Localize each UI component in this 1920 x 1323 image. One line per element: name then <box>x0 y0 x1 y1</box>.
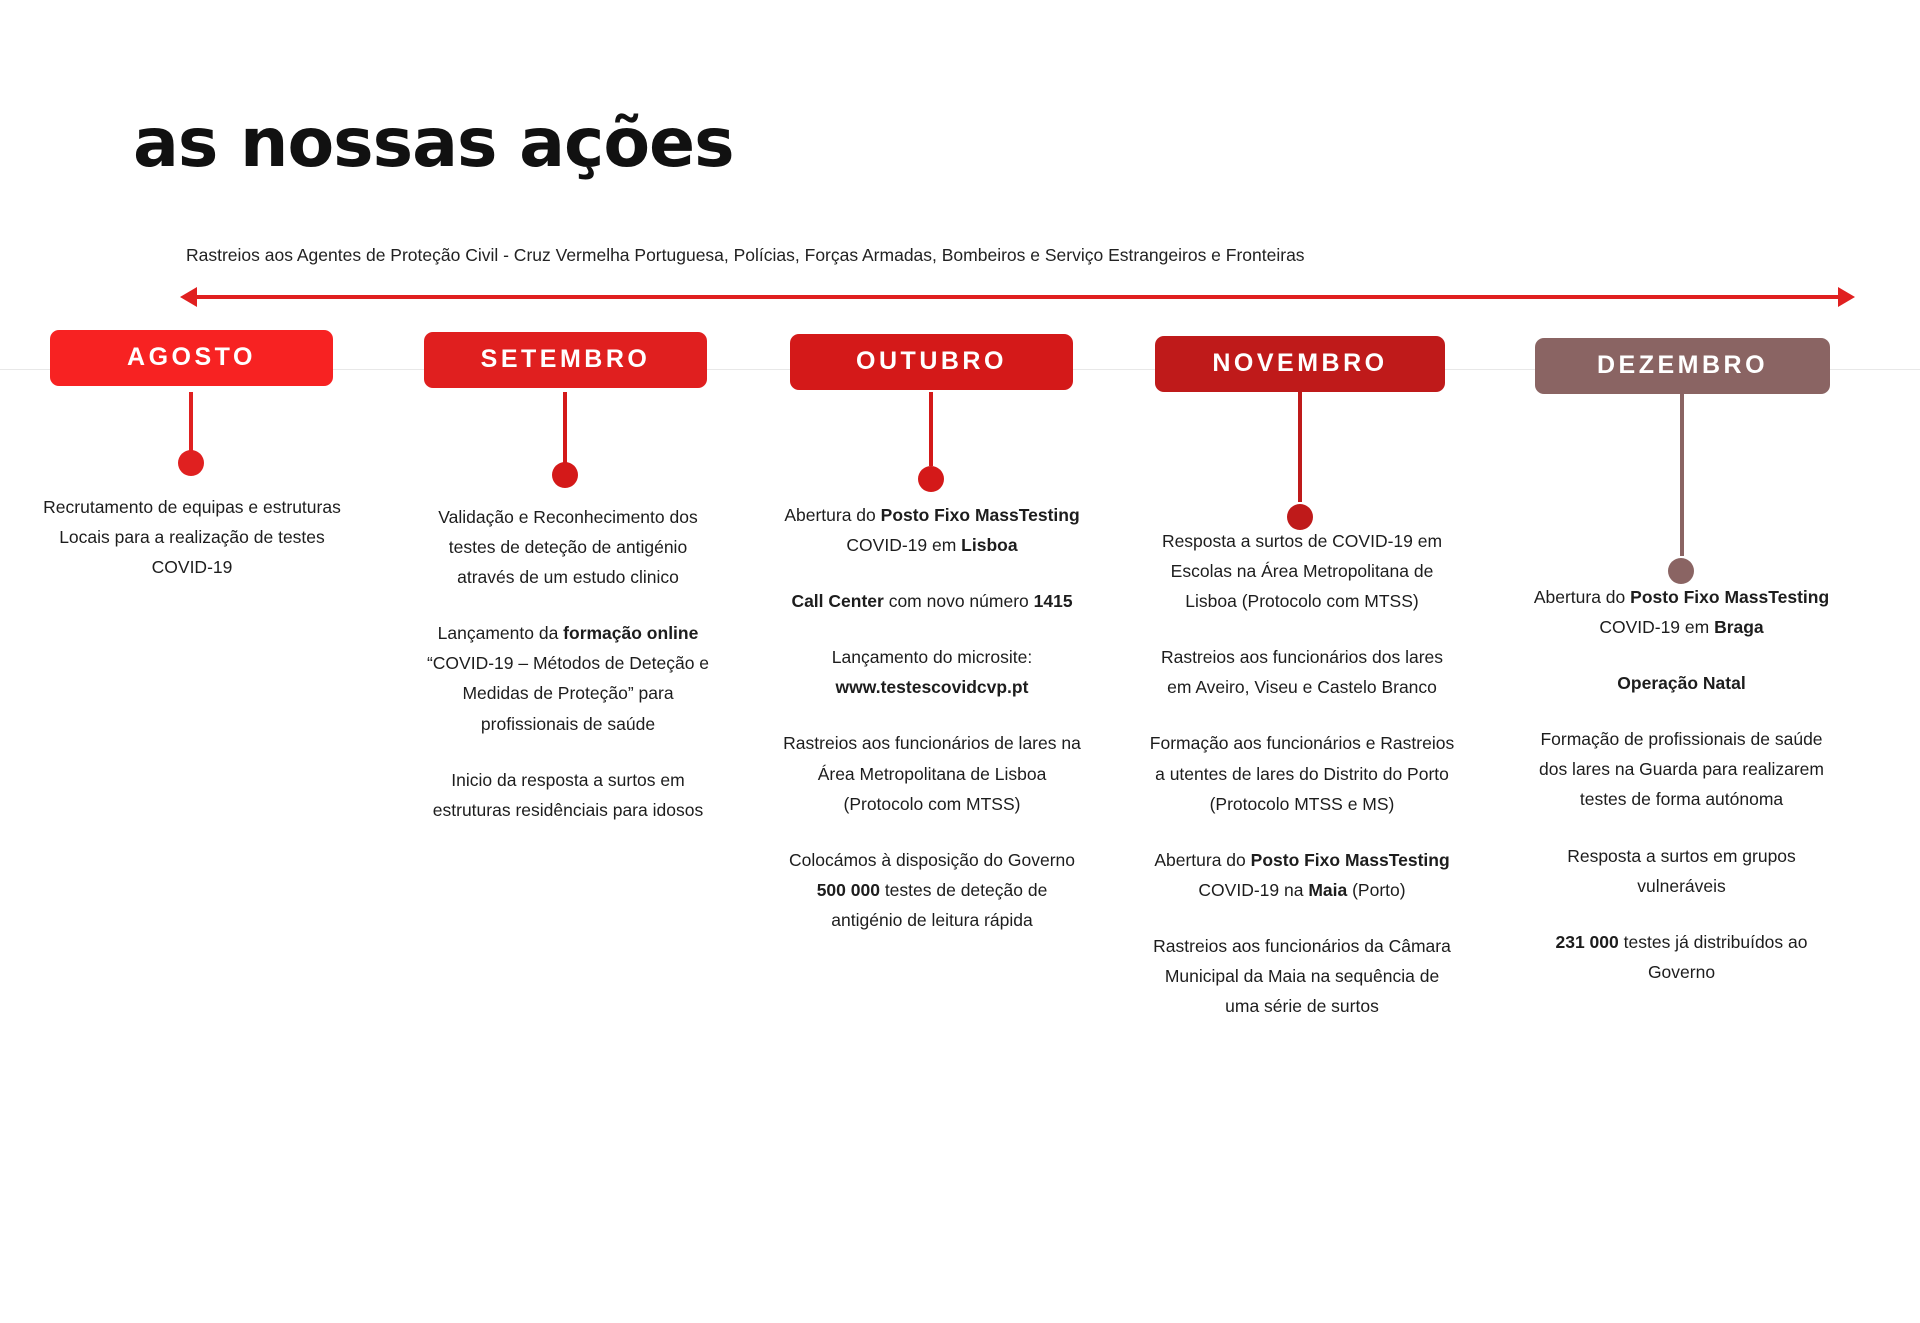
timeline-column-setembro <box>424 330 710 820</box>
list-item: Call Center com novo número 1415 <box>791 591 1073 612</box>
column-body-novembro <box>1147 526 1457 1021</box>
timeline-column-novembro <box>1149 330 1455 1017</box>
month-chip-agosto[interactable]: AGOSTO <box>50 330 333 386</box>
list-item: Validação e Reconhecimento dos testes de deteção de antigénio através de um estudo clinico <box>438 507 698 588</box>
list-item: Inicio da resposta a surtos em estruturas residênciais para idosos <box>432 769 704 820</box>
connector-stem-dezembro <box>1680 392 1684 556</box>
list-item: Operação Natal <box>1617 673 1746 694</box>
list-item: 231 000 testes já distribuídos ao Governo <box>1555 931 1808 982</box>
connector-stem-outubro <box>929 392 933 466</box>
list-item: Abertura do Posto Fixo MassTesting COVID-19 em Braga <box>1533 587 1830 638</box>
list-item: Abertura do Posto Fixo MassTesting COVID-19 na Maia (Porto) <box>1154 849 1450 900</box>
list-item: Recrutamento de equipas e estruturas Locais para a realização de testes COVID-19 <box>43 497 341 578</box>
list-item: Resposta a surtos em grupos vulneráveis <box>1567 845 1796 896</box>
list-item: Formação de profissionais de saúde dos lares na Guarda para realizarem testes de forma autónoma <box>1538 729 1824 810</box>
connector-dot-agosto <box>178 450 204 476</box>
timeline-column-outubro <box>783 330 1081 930</box>
timeline-axis <box>186 295 1846 299</box>
month-chip-setembro[interactable]: SETEMBRO <box>424 332 707 388</box>
connector-stem-agosto <box>189 392 193 454</box>
month-chip-outubro[interactable]: OUTUBRO <box>790 334 1073 390</box>
timeline-arrow-right-icon <box>1838 287 1855 307</box>
timeline-column-dezembro <box>1533 330 1830 982</box>
column-body-agosto <box>42 492 342 582</box>
list-item: Rastreios aos funcionários da Câmara Municipal da Maia na sequência de uma série de surtos <box>1153 935 1451 1017</box>
connector-dot-setembro <box>552 462 578 488</box>
timeline-subtitle: Rastreios aos Agentes de Proteção Civil - Cruz Vermelha Portuguesa, Polícias, Forças Armadas, Bombeiros e Serviço Estrangeiros e Fronteiras <box>186 245 1305 265</box>
connector-stem-novembro <box>1298 392 1302 502</box>
list-item: Lançamento da formação online “COVID-19 – Métodos de Deteção e Medidas de Proteção” para profissionais de saúde <box>426 623 710 734</box>
month-chip-dezembro[interactable]: DEZEMBRO <box>1535 338 1830 394</box>
list-item: Abertura do Posto Fixo MassTesting COVID-19 em Lisboa <box>784 505 1080 556</box>
list-item: Resposta a surtos de COVID-19 em Escolas na Área Metropolitana de Lisboa (Protocolo com MTSS) <box>1161 531 1443 612</box>
list-item: Rastreios aos funcionários dos lares em Aveiro, Viseu e Castelo Branco <box>1160 647 1444 698</box>
column-body-dezembro <box>1529 582 1834 987</box>
list-item: Rastreios aos funcionários de lares na Área Metropolitana de Lisboa (Protocolo com MTSS) <box>783 733 1081 814</box>
column-body-outubro <box>782 500 1082 935</box>
list-item: Lançamento do microsite: www.testescovidcvp.pt <box>831 647 1033 698</box>
timeline-arrow-left-icon <box>180 287 197 307</box>
list-item: Colocámos à disposição do Governo 500 000 testes de deteção de antigénio de leitura rápida <box>789 849 1075 930</box>
connector-stem-setembro <box>563 392 567 464</box>
month-chip-novembro[interactable]: NOVEMBRO <box>1155 336 1445 392</box>
list-item: Formação aos funcionários e Rastreios a utentes de lares do Distrito do Porto (Protocolo MTSS e MS) <box>1149 733 1455 814</box>
connector-dot-outubro <box>918 466 944 492</box>
column-body-setembro <box>418 502 718 825</box>
connector-dot-dezembro <box>1668 558 1694 584</box>
page-title: as nossas ações <box>133 103 734 183</box>
timeline-column-agosto <box>43 330 341 578</box>
